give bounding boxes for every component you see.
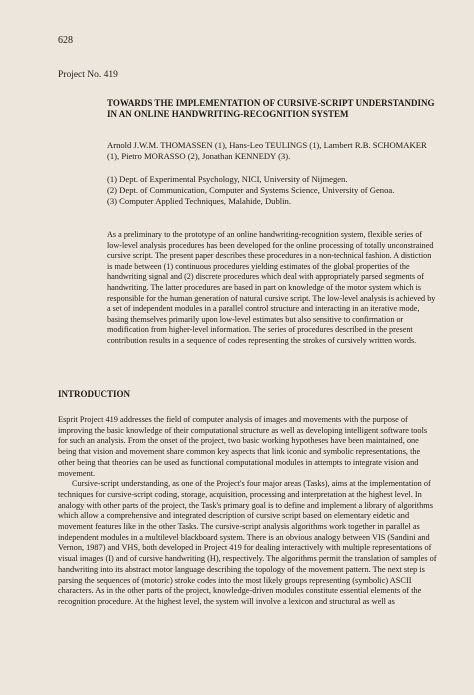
author-list: Arnold J.W.M. THOMASSEN (1), Hans-Leo TEULINGS (1), Lambert R.B. SCHOMAKER (1), Pietro MORASSO (2), Jonathan KENNEDY (3). [107, 140, 427, 161]
affiliations [107, 174, 437, 207]
affiliation-line: (3) Computer Applied Techniques, Malahide, Dublin. [107, 196, 291, 206]
paper-title: TOWARDS THE IMPLEMENTATION OF CURSIVE-SCRIPT UNDERSTANDING IN AN ONLINE HANDWRITING-RECOGNITION SYSTEM [107, 98, 435, 119]
affiliation-line: (1) Dept. of Experimental Psychology, NICI, University of Nijmegen. [107, 174, 348, 184]
abstract: As a preliminary to the prototype of an online handwriting-recognition system, flexible series of low-level analysis procedures has been developed for the online processing of totally unconstrained cursive script. The present paper describes these procedures in a non-technical fashion. A distiction is made between (1) continuous procedures yielding estimates of the global properties of the handwriting signal and (2) discrete procedures which deal with appropriately parsed segments of handwriting. The latter procedures are based in part on knowledge of the motor system which is responsible for the human generation of natural cursive script. The low-level analysis is achieved by a set of independent modules in a parallel control structure and interacting in an iterative mode, basing themselves primarily upon low-level estimates but also sensitive to confirmation or modification from higher-level information. The series of procedures described in the present contribution results in a sequence of codes representing the strokes of cursively written words. [107, 230, 436, 345]
section-heading: INTRODUCTION [58, 389, 131, 399]
paragraph: Esprit Project 419 addresses the field of computer analysis of images and movements with the purpose of improving the basic knowledge of their computational structure as well as developing intelligent software tools for such an analysis. From the onset of the project, two basic working hypotheses have been maintained, one being that vision and movement share common key aspects that link iconic and symbolic representations, the other being that theories can be used as functional computational modules in attempts to integrate vision and movement. [58, 415, 428, 478]
project-number: Project No. 419 [58, 70, 118, 80]
paragraph: Cursive-script understanding, as one of the Project's four major areas (Tasks), aims at the implementation of techniques for cursive-script coding, storage, acquisition, processing and interpretation at the highest level. In analogy with other parts of the project, the Task's primary goal is to define and implement a library of algorithms which allow a comprehensive and integrated description of cursive script based on elementary eidetic and movement features like in the other Tasks. The cursive-script analysis algorithms work together in parallel as independent modules in a multilevel blackboard system. There is an obvious analogy between VIS (Sandini and Vernon, 1987) and VHS, both developed in Project 419 for dealing interactively with multiple representations of visual images (I) and of cursive handwriting (H), respectively. The algorithms permit the translation of samples of handwriting into its abstract motor language describing the topology of the movement pattern. The next step is parsing the sequences of (motoric) stroke codes into the most likely groups representing (symbolic) ASCII characters. As in the other parts of the project, knowledge-driven modules constitute essential elements of the recognition procedure. At the highest level, the system will involve a lexicon and structural as well as [58, 479, 437, 606]
page-number: 628 [58, 35, 73, 46]
affiliation-line: (2) Dept. of Communication, Computer and Systems Science, University of Genoa. [107, 185, 395, 195]
body-text [58, 415, 438, 608]
